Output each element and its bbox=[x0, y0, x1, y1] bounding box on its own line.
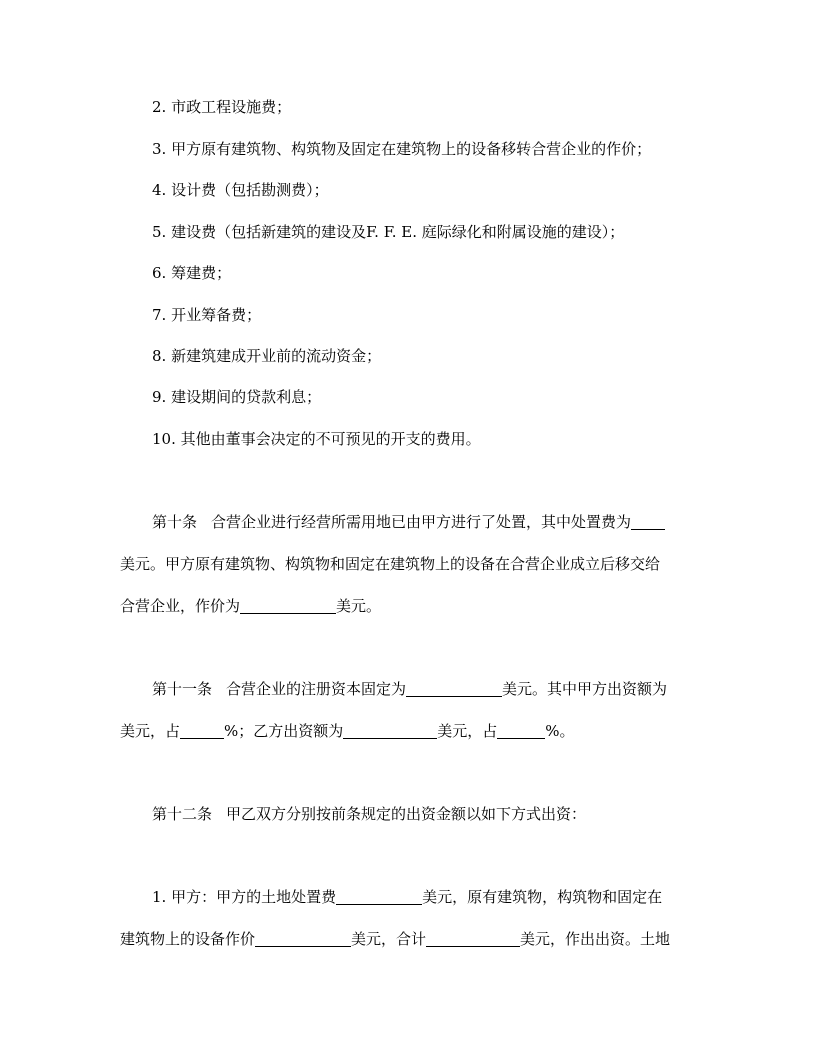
blank-field bbox=[336, 888, 422, 905]
list-item: 5. 建设费（包括新建筑的建设及F. F. E. 庭际绿化和附属设施的建设）； bbox=[152, 223, 625, 241]
article-12-heading: 第十二条 bbox=[152, 805, 213, 823]
list-item: 6. 筹建费； bbox=[152, 264, 232, 282]
blank-field bbox=[255, 930, 351, 947]
list-item: 2. 市政工程设施费； bbox=[152, 98, 292, 116]
item-1-line-1: 1. 甲方：甲方的土地处置费 美元，原有建筑物，构筑物和固定在 bbox=[152, 888, 663, 906]
article-12-line-1: 第十二条 甲乙双方分别按前条规定的出资金额以如下方式出资： bbox=[152, 805, 587, 823]
article-11-line-2: 美元，占 %；乙方出资额为 美元，占 %。 bbox=[120, 722, 575, 740]
article-11-line-1: 第十一条 合营企业的注册资本固定为 美元。其中甲方出资额为 bbox=[152, 680, 668, 698]
list-item: 9. 建设期间的贷款利息； bbox=[152, 388, 322, 406]
article-10-line-1: 第十条 合营企业进行经营所需用地已由甲方进行了处置，其中处置费为 bbox=[152, 512, 665, 532]
list-item: 4. 设计费（包括勘测费）； bbox=[152, 181, 329, 199]
article-10-heading: 第十条 bbox=[152, 513, 198, 531]
blank-field bbox=[240, 597, 336, 614]
blank-field bbox=[497, 722, 545, 739]
list-item: 10. 其他由董事会决定的不可预见的开支的费用。 bbox=[152, 430, 481, 448]
blank-field bbox=[180, 722, 224, 739]
blank-field bbox=[426, 930, 520, 947]
article-10-line-3: 合营企业，作价为 美元。 bbox=[120, 597, 382, 615]
item-1-line-2: 建筑物上的设备作价 美元，合计 美元，作出出资。土地 bbox=[120, 930, 671, 948]
article-11-heading: 第十一条 bbox=[152, 680, 213, 698]
list-item: 7. 开业筹备费； bbox=[152, 306, 262, 324]
list-item: 3. 甲方原有建筑物、构筑物及固定在建筑物上的设备移转合营企业的作价； bbox=[152, 140, 652, 158]
blank-field bbox=[343, 722, 437, 739]
blank-field bbox=[631, 513, 665, 530]
blank-field bbox=[406, 680, 502, 697]
article-10-line-2: 美元。甲方原有建筑物、构筑物和固定在建筑物上的设备在合营企业成立后移交给 bbox=[120, 555, 661, 573]
list-item: 8. 新建筑建成开业前的流动资金； bbox=[152, 347, 382, 365]
